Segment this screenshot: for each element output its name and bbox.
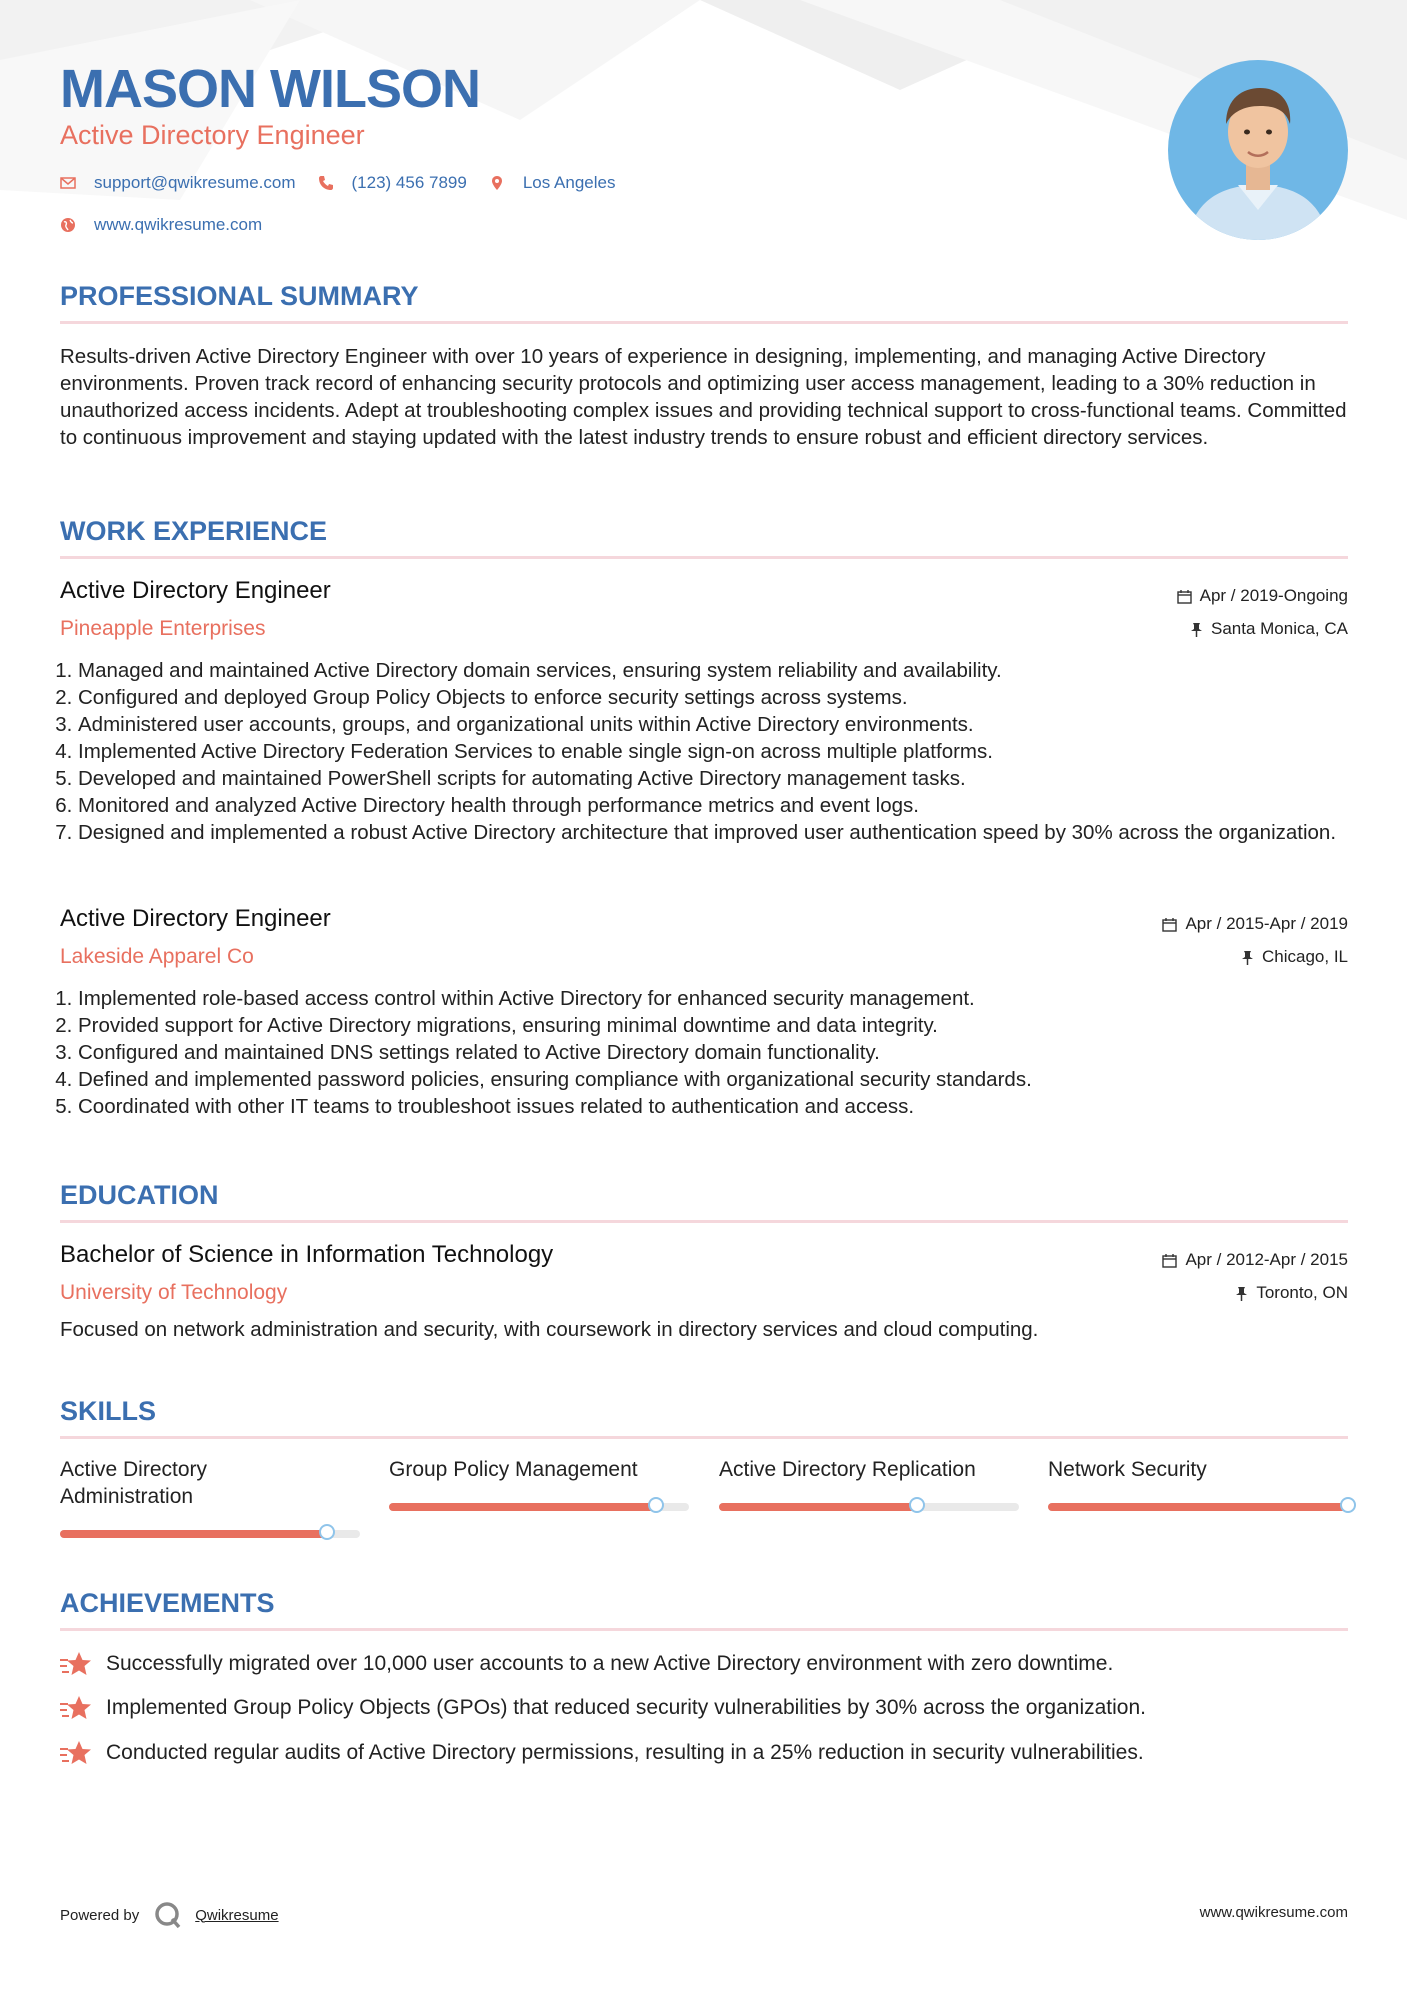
star-ribbon-icon (60, 1739, 92, 1767)
skill-bar-fill (60, 1530, 327, 1538)
skill-item (719, 1456, 1019, 1483)
achievement-text: Successfully migrated over 10,000 user accounts to a new Active Directory environment with zero downtime. (106, 1652, 1114, 1675)
job-location (1241, 946, 1348, 968)
list-item: 3. Configured and maintained DNS settings related to Active Directory domain functionality. (78, 1039, 1348, 1066)
school-name: University of Technology (60, 1281, 288, 1304)
skill-label: Group Policy Management (389, 1458, 638, 1481)
job-location-text: Chicago, IL (1262, 947, 1348, 966)
skill-bar-fill (719, 1503, 917, 1511)
list-item: 6. Monitored and analyzed Active Directory health through performance metrics and event logs. (78, 792, 1348, 819)
job-dates (1162, 913, 1348, 935)
list-item: 5. Developed and maintained PowerShell scripts for automating Active Directory management tasks. (78, 765, 1348, 792)
skill-bar-fill (1048, 1503, 1348, 1511)
job-bullets (60, 985, 1348, 1120)
phone-number[interactable]: (123) 456 7899 (351, 173, 467, 192)
skill-label: Active Directory Replication (719, 1458, 976, 1481)
list-item: 4. Defined and implemented password policies, ensuring compliance with organizational security standards. (78, 1066, 1348, 1093)
skill-bar-knob (319, 1524, 335, 1540)
skill-item (389, 1456, 689, 1483)
list-item: 5. Coordinated with other IT teams to troubleshoot issues related to authentication and access. (78, 1093, 1348, 1120)
email-link[interactable]: support@qwikresume.com (94, 173, 296, 192)
list-item: 3. Administered user accounts, groups, and organizational units within Active Directory environments. (78, 711, 1348, 738)
achievement-item (60, 1694, 1146, 1722)
footer-website[interactable]: www.qwikresume.com (1199, 1904, 1348, 1921)
company-name: Lakeside Apparel Co (60, 945, 254, 968)
pushpin-icon (1190, 622, 1203, 637)
section-divider (60, 556, 1348, 559)
skill-bar (389, 1503, 689, 1511)
website-link[interactable]: www.qwikresume.com (94, 215, 263, 234)
section-divider (60, 321, 1348, 324)
section-divider (60, 1628, 1348, 1631)
section-title-skills: SKILLS (60, 1396, 157, 1426)
qwikresume-logo-icon (153, 1900, 183, 1930)
map-pin-icon (489, 175, 505, 191)
education-dates-text: Apr / 2012-Apr / 2015 (1185, 1250, 1348, 1269)
job-title: Active Directory Engineer (60, 577, 331, 604)
list-item: 1. Implemented role-based access control within Active Directory for enhanced security management. (78, 985, 1348, 1012)
star-ribbon-icon (60, 1694, 92, 1722)
summary-text: Results-driven Active Directory Engineer with over 10 years of experience in designing, implementing, and managing Active Directory environments. Proven track record of enhancing security protocols and optimizing user access management, leading to a 30% reduction in unauthorized access incidents. Adept at troubleshooting complex issues and providing technical support to cross-functional teams. Committed to continuous improvement and staying updated with the latest industry trends to ensure robust and efficient directory services. (60, 345, 1347, 449)
section-divider (60, 1436, 1348, 1439)
section-title-achievements: ACHIEVEMENTS (60, 1588, 275, 1618)
skill-bar (60, 1530, 360, 1538)
list-item: 2. Configured and deployed Group Policy Objects to enforce security settings across systems. (78, 684, 1348, 711)
qwikresume-link[interactable]: Qwikresume (195, 1906, 279, 1924)
globe-icon (60, 217, 76, 233)
star-ribbon-icon (60, 1650, 92, 1678)
skill-item (60, 1456, 360, 1510)
skill-bar-fill (389, 1503, 656, 1511)
achievement-item (60, 1739, 1144, 1767)
skill-bar (719, 1503, 1019, 1511)
location-text: Los Angeles (522, 173, 616, 192)
skill-bar-knob (648, 1497, 664, 1513)
achievement-text: Implemented Group Policy Objects (GPOs) that reduced security vulnerabilities by 30% across the organization. (106, 1696, 1146, 1719)
skill-label: Network Security (1048, 1458, 1207, 1481)
phone-icon (318, 175, 334, 191)
calendar-icon (1162, 917, 1177, 932)
contact-row-secondary (60, 215, 284, 235)
job-dates (1177, 585, 1348, 607)
skill-bar-knob (1340, 1497, 1356, 1513)
contact-row-primary (60, 173, 637, 193)
list-item: 2. Provided support for Active Directory migrations, ensuring minimal downtime and data integrity. (78, 1012, 1348, 1039)
avatar (1168, 60, 1348, 240)
envelope-icon (60, 175, 76, 191)
section-divider (60, 1220, 1348, 1223)
achievement-text: Conducted regular audits of Active Directory permissions, resulting in a 25% reduction in security vulnerabilities. (106, 1741, 1144, 1764)
degree-title: Bachelor of Science in Information Technology (60, 1241, 554, 1268)
list-item: 1. Managed and maintained Active Directory domain services, ensuring system reliability and availability. (78, 657, 1348, 684)
job-location-text: Santa Monica, CA (1210, 619, 1348, 638)
calendar-icon (1162, 1253, 1177, 1268)
skill-bar-knob (909, 1497, 925, 1513)
section-title-education: EDUCATION (60, 1180, 219, 1210)
education-location-text: Toronto, ON (1256, 1283, 1348, 1302)
achievement-item (60, 1650, 1113, 1678)
job-bullets (60, 657, 1348, 846)
job-dates-text: Apr / 2019-Ongoing (1199, 586, 1348, 605)
powered-by-label: Powered by (60, 1906, 140, 1924)
skill-bar (1048, 1503, 1348, 1511)
education-dates (1162, 1249, 1348, 1271)
candidate-title: Active Directory Engineer (60, 120, 365, 150)
education-location (1235, 1282, 1348, 1304)
section-title-summary: PROFESSIONAL SUMMARY (60, 281, 419, 311)
calendar-icon (1177, 589, 1192, 604)
pushpin-icon (1241, 950, 1254, 965)
job-dates-text: Apr / 2015-Apr / 2019 (1185, 914, 1348, 933)
skill-label: Active Directory Administration (60, 1458, 208, 1508)
company-name: Pineapple Enterprises (60, 617, 266, 640)
footer-powered-by (60, 1900, 279, 1930)
skill-item (1048, 1456, 1348, 1483)
education-description: Focused on network administration and security, with coursework in directory services and cloud computing. (60, 1318, 1039, 1341)
list-item: 4. Implemented Active Directory Federation Services to enable single sign-on across multiple platforms. (78, 738, 1348, 765)
job-title: Active Directory Engineer (60, 905, 331, 932)
candidate-name: MASON WILSON (60, 59, 480, 119)
list-item: 7. Designed and implemented a robust Active Directory architecture that improved user authentication speed by 30% across the organization. (78, 819, 1348, 846)
job-location (1190, 618, 1348, 640)
section-title-experience: WORK EXPERIENCE (60, 516, 328, 546)
pushpin-icon (1235, 1286, 1248, 1301)
